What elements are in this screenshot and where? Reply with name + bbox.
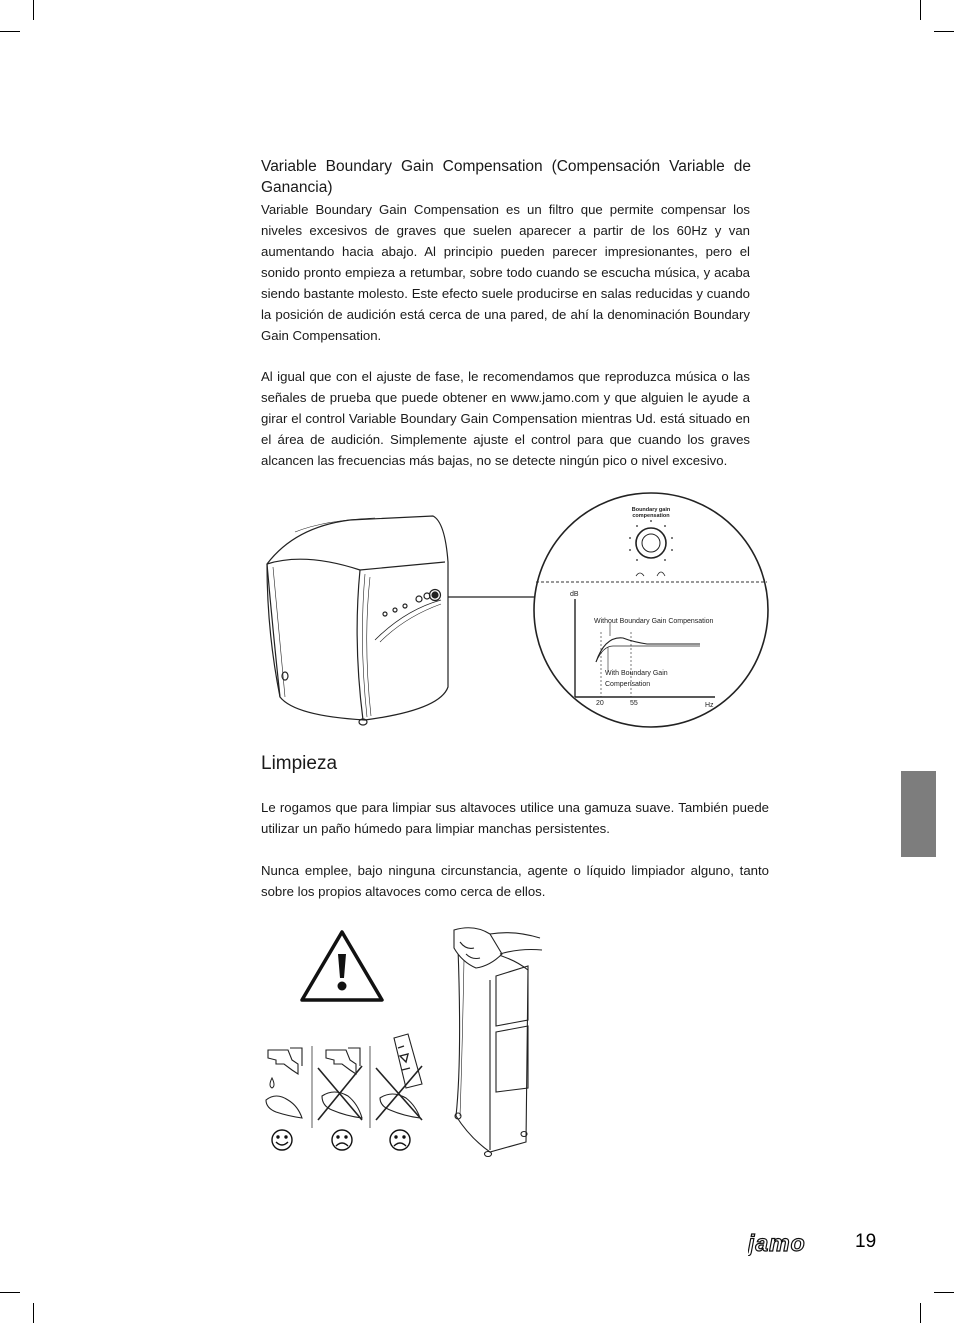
crop-mark	[0, 31, 20, 32]
tick-20: 20	[596, 700, 604, 707]
curve-label-with-line1: With Boundary Gain	[605, 670, 668, 677]
cleaning-paragraph-2: Nunca emplee, bajo ninguna circunstancia, agente o líquido limpiador alguno, tanto sobre los propios altavoces como cerca de ellos.	[261, 863, 769, 899]
vbgc-paragraph-2: Al igual que con el ajuste de fase, le recomendamos que reproduzca música o las señales de prueba que puede obtener en www.jamo.com y que alguien le ayude a girar el control Variable Boundary Gain Compensation mientras Ud. está situado en el área de audición. Simplemente ajuste el control para que cuando los graves alcancen las frecuencias más bajas, no se detecte ningún pico o nivel excesivo.	[261, 369, 750, 468]
subwoofer-illustration	[267, 516, 448, 725]
sad-face-icon	[332, 1130, 352, 1150]
knob-label-line2: compensation	[632, 513, 670, 519]
jamo-logo	[748, 1230, 828, 1256]
cleaning-paragraph-1: Le rogamos que para limpiar sus altavoces utilice una gamuza suave. También puede utilizar un paño húmedo para limpiar manchas persistentes.	[261, 800, 769, 836]
section-title-limpieza: Limpieza	[261, 753, 338, 774]
crop-mark	[934, 1292, 954, 1293]
vbgc-paragraph-1: Variable Boundary Gain Compensation es un filtro que permite compensar los niveles excesivos de graves que suelen aparecer a partir de los 60Hz y van aumentando hacia abajo. Al principio pueden parecer impresionantes, pero el sonido pronto empieza a retumbar, sobre todo cuando se escucha música, y acaba siendo bastante molesto. Este efecto suele producirse en salas reducidas y cuando la posición de audición está cerca de una pared, de ahí la denominación Boundary Gain Compensation.	[261, 202, 750, 343]
crop-mark	[920, 1303, 921, 1323]
crop-mark	[0, 1292, 20, 1293]
speaker-cleaning-icon	[454, 928, 542, 1157]
crop-mark	[934, 31, 954, 32]
sad-face-icon	[390, 1130, 410, 1150]
faucet-crossed-icon	[318, 1048, 362, 1120]
section-title-vbgc: Variable Boundary Gain Compensation (Compensación Variable de Ganancia)	[261, 158, 751, 196]
cleaning-illustration	[258, 920, 558, 1160]
chemical-crossed-icon	[376, 1034, 422, 1120]
x-axis-label: Hz	[705, 702, 714, 709]
crop-mark	[33, 1303, 34, 1323]
curve-label-with-line2: Compensation	[605, 681, 651, 688]
warning-icon	[302, 932, 382, 1000]
y-axis-label: dB	[570, 591, 579, 598]
happy-face-icon	[272, 1130, 292, 1150]
tick-55: 55	[630, 700, 638, 707]
svg-text:jamo: jamo	[748, 1230, 806, 1256]
side-tab	[901, 771, 936, 857]
page-number: 19	[855, 1231, 877, 1252]
knob-label-line1: Boundary gain	[631, 507, 671, 513]
drop-icon	[270, 1078, 274, 1088]
curve-label-without: Without Boundary Gain Compensation	[594, 618, 714, 625]
cloth-icon	[266, 1096, 302, 1118]
crop-mark	[920, 0, 921, 20]
crop-mark	[33, 0, 34, 20]
faucet-icon	[268, 1048, 302, 1074]
subwoofer-diagram	[255, 492, 775, 737]
